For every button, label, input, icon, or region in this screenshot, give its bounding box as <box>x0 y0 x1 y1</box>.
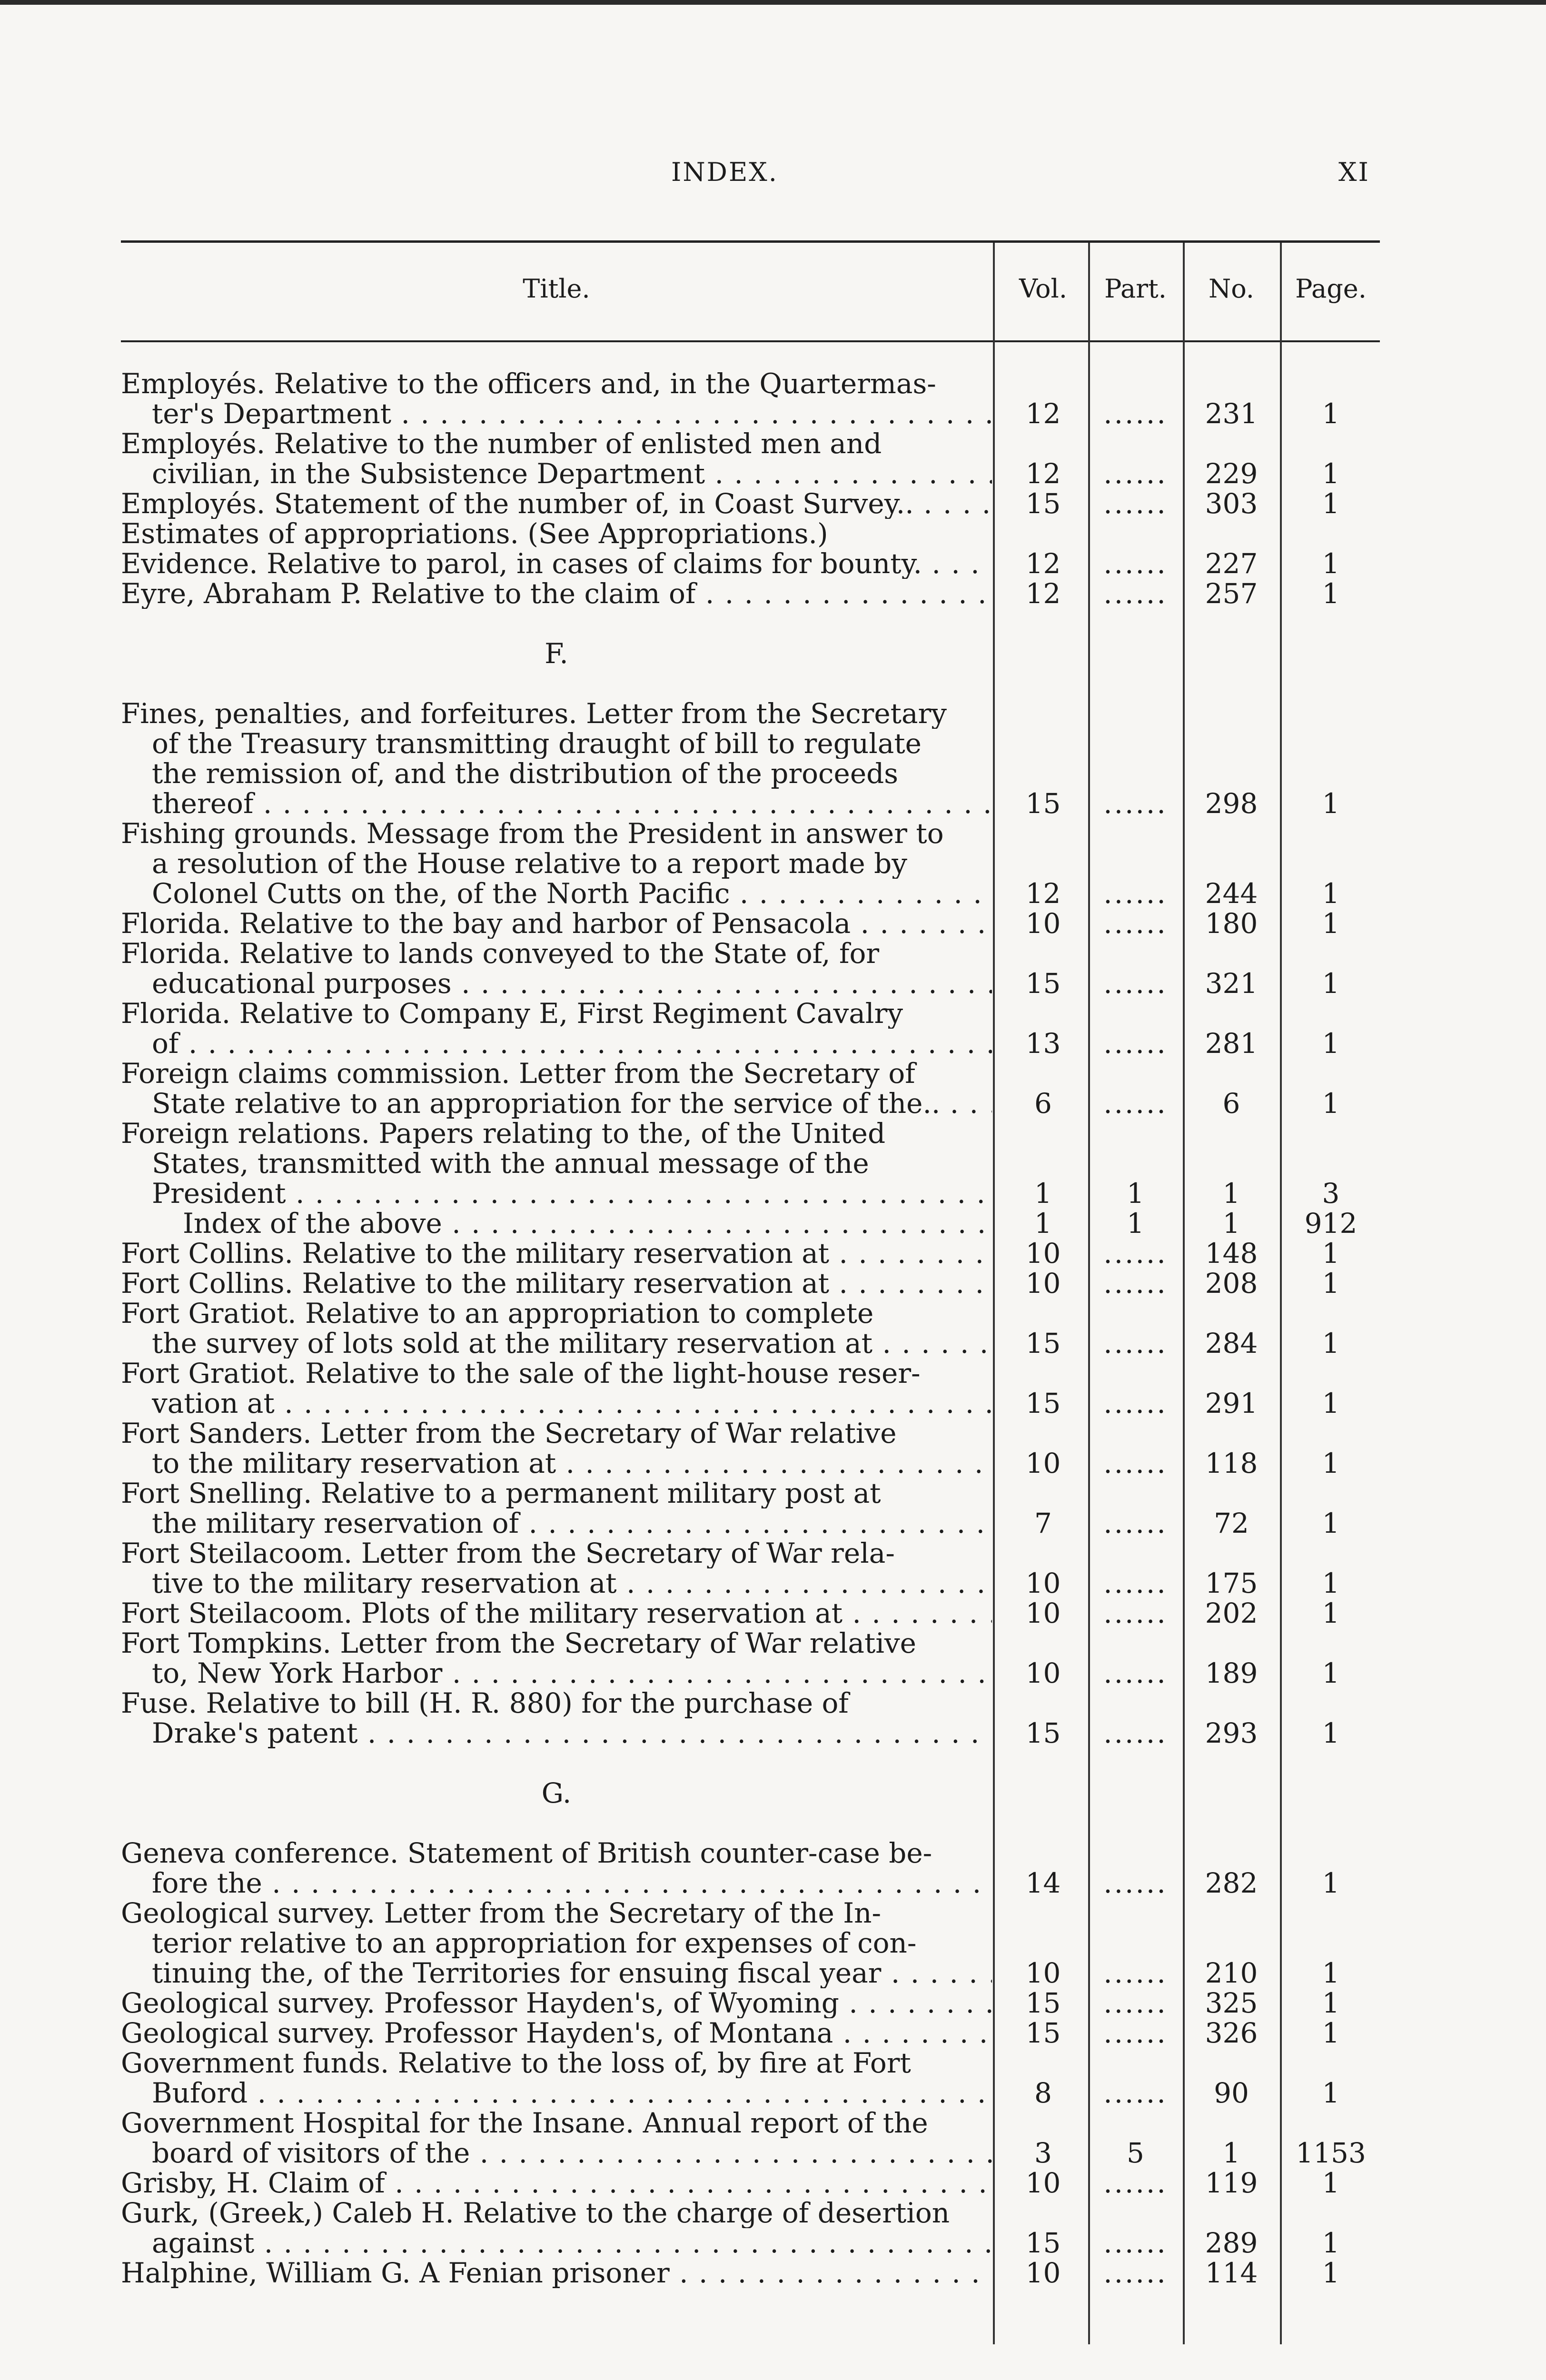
index-entry <box>121 2018 1380 2048</box>
page-cell: 1 <box>1322 1567 1340 1599</box>
entry-title-line: the survey of lots sold at the military reservation at . . . <box>152 1329 992 1359</box>
volume-cell: 1 <box>1034 1207 1052 1240</box>
volume-cell: 15 <box>1025 1987 1061 2019</box>
number-cell: 189 <box>1205 1657 1258 1689</box>
number-cell: 202 <box>1205 1597 1258 1629</box>
volume-cell: 15 <box>1025 2227 1061 2259</box>
spacer-row <box>121 609 1380 639</box>
volume-cell: 10 <box>1025 1237 1061 1269</box>
part-cell: ...... <box>1103 457 1168 490</box>
volume-cell: 10 <box>1025 1267 1061 1299</box>
volume-cell: 10 <box>1025 1957 1061 1989</box>
volume-cell: 15 <box>1025 787 1061 820</box>
part-cell: ...... <box>1103 1027 1168 1060</box>
page-cell: 1 <box>1322 1507 1340 1539</box>
entry-title-line: Fort Steilacoom. Plots of the military reservation at . . . <box>121 1598 992 1628</box>
page-cell: 1 <box>1322 1387 1340 1419</box>
part-cell: ...... <box>1103 877 1168 910</box>
entry-title-line: educational purposes . . . <box>152 969 992 999</box>
page-cell: 1 <box>1322 2017 1340 2049</box>
volume-cell: 6 <box>1034 1087 1052 1120</box>
volume-cell: 15 <box>1025 2017 1061 2049</box>
number-cell: 326 <box>1205 2017 1258 2049</box>
page-cell: 1 <box>1322 907 1340 940</box>
index-entry <box>121 1329 1380 1359</box>
index-entry <box>121 1958 1380 1988</box>
part-cell: ...... <box>1103 1447 1168 1479</box>
spacer-row <box>121 1748 1380 1778</box>
page-cell: 912 <box>1304 1207 1358 1240</box>
number-cell: 244 <box>1205 877 1258 910</box>
index-entry <box>121 1089 1380 1119</box>
part-cell: ...... <box>1103 1087 1168 1120</box>
part-cell: ...... <box>1103 1387 1168 1419</box>
entry-title-line: Buford . . . <box>152 2078 992 2108</box>
volume-cell: 10 <box>1025 1597 1061 1629</box>
index-entry-continuation <box>121 849 1380 879</box>
entry-title-line: Florida. Relative to lands conveyed to the State of, for <box>121 939 880 969</box>
entry-title-line: Estimates of appropriations. (See Appropriations.) <box>121 519 828 549</box>
section-heading-g <box>121 1778 1380 1808</box>
volume-cell: 15 <box>1025 1327 1061 1359</box>
index-entry-continuation <box>121 1628 1380 1658</box>
part-cell: ...... <box>1103 1867 1168 1899</box>
index-entry <box>121 2228 1380 2258</box>
page-cell: 1 <box>1322 547 1340 580</box>
volume-cell: 1 <box>1034 1177 1052 1210</box>
volume-cell: 12 <box>1025 577 1061 610</box>
part-cell: ...... <box>1103 2017 1168 2049</box>
number-cell: 291 <box>1205 1387 1258 1419</box>
page-cell: 1 <box>1322 397 1340 430</box>
entry-title-line: Fines, penalties, and forfeitures. Letter from the Secretary <box>121 699 947 729</box>
number-cell: 303 <box>1205 487 1258 520</box>
entry-title-line: tinuing the, of the Territories for ensuing fiscal year . . . <box>152 1958 992 1988</box>
section-heading-f <box>121 639 1380 669</box>
index-entry <box>121 879 1380 909</box>
entry-title-line: to the military reservation at . . . <box>152 1448 992 1478</box>
running-head-title: INDEX. <box>671 157 778 187</box>
part-cell: 1 <box>1127 1177 1144 1210</box>
entry-title-line: Employés. Statement of the number of, in Coast Survey.. . . . <box>121 489 992 519</box>
volume-cell: 13 <box>1025 1027 1061 1060</box>
index-entry <box>121 909 1380 939</box>
volume-cell: 14 <box>1025 1867 1061 1899</box>
index-entry <box>121 2258 1380 2288</box>
number-cell: 114 <box>1205 2257 1258 2289</box>
page-cell: 1153 <box>1296 2137 1366 2169</box>
volume-cell: 10 <box>1025 2257 1061 2289</box>
number-cell: 180 <box>1205 907 1258 940</box>
table-top-rule <box>121 240 1380 243</box>
number-cell: 210 <box>1205 1957 1258 1989</box>
index-entry <box>121 1508 1380 1538</box>
number-cell: 1 <box>1222 1177 1240 1210</box>
index-entry-continuation <box>121 1478 1380 1508</box>
part-cell: ...... <box>1103 1657 1168 1689</box>
entry-title-line: of . . . <box>152 1029 992 1059</box>
number-cell: 1 <box>1222 1207 1240 1240</box>
page-cell: 1 <box>1322 2077 1340 2109</box>
page-cell: 1 <box>1322 1867 1340 1899</box>
entry-title-line: Fort Collins. Relative to the military reservation at . . . <box>121 1239 992 1269</box>
number-cell: 229 <box>1205 457 1258 490</box>
number-cell: 282 <box>1205 1867 1258 1899</box>
volume-cell: 15 <box>1025 1717 1061 1749</box>
volume-cell: 8 <box>1034 2077 1052 2109</box>
entry-title-line: ter's Department . . . <box>152 399 992 429</box>
index-entry-continuation <box>121 429 1380 459</box>
index-entry <box>121 549 1380 579</box>
column-header-no: No. <box>1209 274 1254 304</box>
part-cell: ...... <box>1103 2077 1168 2109</box>
entry-title-line: the remission of, and the distribution of the proceeds <box>152 759 899 789</box>
page-cell: 1 <box>1322 2257 1340 2289</box>
page-cell: 1 <box>1322 457 1340 490</box>
part-cell: ...... <box>1103 397 1168 430</box>
number-cell: 281 <box>1205 1027 1258 1060</box>
index-entry-continuation <box>121 1688 1380 1718</box>
number-cell: 231 <box>1205 397 1258 430</box>
index-entry <box>121 1239 1380 1269</box>
index-entry <box>121 2168 1380 2198</box>
part-cell: ...... <box>1103 2257 1168 2289</box>
section-letter: F. <box>545 637 568 670</box>
entry-title-line: Colonel Cutts on the, of the North Pacific . . . <box>152 879 992 909</box>
part-cell: ...... <box>1103 1597 1168 1629</box>
entry-title-line: Fort Steilacoom. Letter from the Secretary of War rela- <box>121 1538 895 1568</box>
index-entry <box>121 1718 1380 1748</box>
number-cell: 321 <box>1205 967 1258 1000</box>
index-entry <box>121 1029 1380 1059</box>
entry-title-line: Grisby, H. Claim of . . . <box>121 2168 992 2198</box>
entry-title-line: Drake's patent . . . <box>152 1718 992 1748</box>
entry-title-line: terior relative to an appropriation for expenses of con- <box>152 1928 917 1958</box>
index-entry-continuation <box>121 1059 1380 1089</box>
index-entry <box>121 969 1380 999</box>
number-cell: 208 <box>1205 1267 1258 1299</box>
number-cell: 325 <box>1205 1987 1258 2019</box>
index-entry-continuation <box>121 729 1380 759</box>
entry-title-line: Eyre, Abraham P. Relative to the claim of . . . <box>121 579 992 609</box>
entry-title-line: Geological survey. Letter from the Secretary of the In- <box>121 1898 882 1928</box>
page-cell: 1 <box>1322 1597 1340 1629</box>
volume-cell: 12 <box>1025 877 1061 910</box>
number-cell: 6 <box>1222 1087 1240 1120</box>
entry-title-line: Fort Collins. Relative to the military reservation at . . . <box>121 1269 992 1299</box>
index-entry <box>121 1658 1380 1688</box>
part-cell: ...... <box>1103 487 1168 520</box>
number-cell: 298 <box>1205 787 1258 820</box>
entry-title-line: President . . . <box>152 1179 992 1209</box>
page-cell: 1 <box>1322 1327 1340 1359</box>
part-cell: ...... <box>1103 1267 1168 1299</box>
entry-title-line: Florida. Relative to Company E, First Regiment Cavalry <box>121 999 903 1029</box>
page-cell: 1 <box>1322 877 1340 910</box>
index-entry-continuation <box>121 1359 1380 1388</box>
entry-title-line: States, transmitted with the annual message of the <box>152 1149 869 1179</box>
volume-cell: 12 <box>1025 397 1061 430</box>
entry-title-line: against . . . <box>152 2228 992 2258</box>
entry-title-line: Fort Gratiot. Relative to an appropriation to complete <box>121 1299 874 1329</box>
column-header-title: Title. <box>523 274 590 304</box>
number-cell: 90 <box>1214 2077 1249 2109</box>
page-cell: 1 <box>1322 787 1340 820</box>
part-cell: ...... <box>1103 577 1168 610</box>
part-cell: 5 <box>1127 2137 1144 2169</box>
page-cell: 1 <box>1322 1087 1340 1120</box>
page-cell: 3 <box>1322 1177 1340 1210</box>
part-cell: ...... <box>1103 547 1168 580</box>
page-cell: 1 <box>1322 1987 1340 2019</box>
index-entry-continuation <box>121 999 1380 1029</box>
entry-title-line: a resolution of the House relative to a report made by <box>152 849 908 879</box>
column-header-vol: Vol. <box>1019 274 1067 304</box>
entry-title-line: Employés. Relative to the number of enlisted men and <box>121 429 882 459</box>
column-header-part: Part. <box>1104 274 1167 304</box>
page-cell: 1 <box>1322 1717 1340 1749</box>
index-entry <box>121 1598 1380 1628</box>
index-entry <box>121 1448 1380 1478</box>
index-entry-continuation <box>121 1418 1380 1448</box>
table-body <box>121 369 1380 2288</box>
top-border-rule <box>0 0 1546 5</box>
entry-title-line: Fishing grounds. Message from the President in answer to <box>121 819 944 849</box>
volume-cell: 12 <box>1025 547 1061 580</box>
index-entry-continuation <box>121 2198 1380 2228</box>
number-cell: 119 <box>1205 2167 1258 2199</box>
entry-title-line: Geological survey. Professor Hayden's, of Montana . . . <box>121 2018 992 2048</box>
page-cell: 1 <box>1322 2167 1340 2199</box>
column-header-page: Page. <box>1295 274 1367 304</box>
part-cell: ...... <box>1103 1987 1168 2019</box>
index-entry <box>121 789 1380 819</box>
entry-title-line: Index of the above . . . <box>183 1209 992 1239</box>
index-entry-continuation <box>121 1538 1380 1568</box>
index-entry <box>121 1209 1380 1239</box>
volume-cell: 3 <box>1034 2137 1052 2169</box>
spacer-row <box>121 1808 1380 1838</box>
index-entry <box>121 489 1380 519</box>
part-cell: ...... <box>1103 787 1168 820</box>
entry-title-line: Fort Sanders. Letter from the Secretary of War relative <box>121 1418 897 1448</box>
entry-title-line: Government funds. Relative to the loss of, by fire at Fort <box>121 2048 911 2078</box>
index-entry-continuation <box>121 759 1380 789</box>
entry-title-line: Halphine, William G. A Fenian prisoner . . . <box>121 2258 992 2288</box>
entry-title-line: Gurk, (Greek,) Caleb H. Relative to the charge of desertion <box>121 2198 950 2228</box>
number-cell: 148 <box>1205 1237 1258 1269</box>
entry-title-line: Fort Tompkins. Letter from the Secretary of War relative <box>121 1628 916 1658</box>
page-number: XI <box>1338 157 1370 187</box>
volume-cell: 10 <box>1025 2167 1061 2199</box>
number-cell: 118 <box>1205 1447 1258 1479</box>
entry-title-line: Foreign claims commission. Letter from the Secretary of <box>121 1059 915 1089</box>
entry-title-line: Evidence. Relative to parol, in cases of claims for bounty. . . . <box>121 549 992 579</box>
entry-title-line: civilian, in the Subsistence Department . . . <box>152 459 992 489</box>
part-cell: ...... <box>1103 907 1168 940</box>
index-entry-continuation <box>121 1838 1380 1868</box>
part-cell: ...... <box>1103 1567 1168 1599</box>
number-cell: 1 <box>1222 2137 1240 2169</box>
index-entry-continuation <box>121 1149 1380 1179</box>
number-cell: 289 <box>1205 2227 1258 2259</box>
index-entry-continuation <box>121 2108 1380 2138</box>
index-entry-continuation <box>121 699 1380 729</box>
page-cell: 1 <box>1322 967 1340 1000</box>
page-cell: 1 <box>1322 1237 1340 1269</box>
page-cell: 1 <box>1322 2227 1340 2259</box>
part-cell: ...... <box>1103 2167 1168 2199</box>
volume-cell: 10 <box>1025 1567 1061 1599</box>
section-letter: G. <box>541 1777 572 1809</box>
entry-title-line: Fuse. Relative to bill (H. R. 880) for the purchase of <box>121 1688 849 1718</box>
entry-title-line: tive to the military reservation at . . . <box>152 1568 992 1598</box>
index-entry-continuation <box>121 939 1380 969</box>
entry-title-line: to, New York Harbor . . . <box>152 1658 992 1688</box>
page-cell: 1 <box>1322 1657 1340 1689</box>
page-cell: 1 <box>1322 1957 1340 1989</box>
page-cell: 1 <box>1322 1447 1340 1479</box>
volume-cell: 10 <box>1025 907 1061 940</box>
part-cell: ...... <box>1103 967 1168 1000</box>
entry-title-line: Florida. Relative to the bay and harbor of Pensacola . . . <box>121 909 992 939</box>
entry-title-line: Employés. Relative to the officers and, in the Quartermas- <box>121 369 936 399</box>
volume-cell: 15 <box>1025 1387 1061 1419</box>
entry-title-line: thereof . . . <box>152 789 992 819</box>
index-entry-continuation <box>121 2048 1380 2078</box>
entry-title-line: Fort Snelling. Relative to a permanent military post at <box>121 1478 881 1508</box>
index-entry-continuation <box>121 369 1380 399</box>
index-entry <box>121 1388 1380 1418</box>
table-header-rule <box>121 340 1380 342</box>
index-entry-continuation <box>121 1898 1380 1928</box>
number-cell: 72 <box>1214 1507 1249 1539</box>
part-cell: ...... <box>1103 1957 1168 1989</box>
index-entry <box>121 1568 1380 1598</box>
part-cell: ...... <box>1103 1327 1168 1359</box>
number-cell: 227 <box>1205 547 1258 580</box>
index-entry-continuation <box>121 819 1380 849</box>
part-cell: ...... <box>1103 1717 1168 1749</box>
volume-cell: 10 <box>1025 1657 1061 1689</box>
entry-title-line: board of visitors of the . . . <box>152 2138 992 2168</box>
index-entry <box>121 459 1380 489</box>
index-entry <box>121 2078 1380 2108</box>
volume-cell: 10 <box>1025 1447 1061 1479</box>
page-cell: 1 <box>1322 577 1340 610</box>
number-cell: 293 <box>1205 1717 1258 1749</box>
entry-title-line: Government Hospital for the Insane. Annual report of the <box>121 2108 928 2138</box>
page-cell: 1 <box>1322 487 1340 520</box>
index-entry <box>121 399 1380 429</box>
index-entry-continuation <box>121 1119 1380 1149</box>
entry-title-line: the military reservation of . . . <box>152 1508 992 1538</box>
index-entry <box>121 1988 1380 2018</box>
index-entry <box>121 1269 1380 1299</box>
index-entry <box>121 579 1380 609</box>
number-cell: 175 <box>1205 1567 1258 1599</box>
part-cell: ...... <box>1103 2227 1168 2259</box>
page-cell: 1 <box>1322 1027 1340 1060</box>
index-entry <box>121 1179 1380 1209</box>
spacer-row <box>121 669 1380 699</box>
number-cell: 284 <box>1205 1327 1258 1359</box>
index-entry <box>121 1868 1380 1898</box>
entry-title-line: vation at . . . <box>152 1388 992 1418</box>
index-entry-continuation <box>121 1299 1380 1329</box>
part-cell: ...... <box>1103 1507 1168 1539</box>
entry-title-line: Geological survey. Professor Hayden's, of Wyoming . . . <box>121 1988 992 2018</box>
volume-cell: 15 <box>1025 967 1061 1000</box>
volume-cell: 7 <box>1034 1507 1052 1539</box>
volume-cell: 12 <box>1025 457 1061 490</box>
part-cell: 1 <box>1127 1207 1144 1240</box>
part-cell: ...... <box>1103 1237 1168 1269</box>
entry-title-line: Geneva conference. Statement of British counter-case be- <box>121 1838 932 1868</box>
index-entry <box>121 2138 1380 2168</box>
index-entry <box>121 519 1380 549</box>
page-cell: 1 <box>1322 1267 1340 1299</box>
volume-cell: 15 <box>1025 487 1061 520</box>
index-entry-continuation <box>121 1928 1380 1958</box>
entry-title-line: Fort Gratiot. Relative to the sale of the light-house reser- <box>121 1359 921 1388</box>
entry-title-line: State relative to an appropriation for the service of the.. . . . <box>152 1089 992 1119</box>
number-cell: 257 <box>1205 577 1258 610</box>
entry-title-line: fore the . . . <box>152 1868 992 1898</box>
entry-title-line: Foreign relations. Papers relating to the, of the United <box>121 1119 886 1149</box>
entry-title-line: of the Treasury transmitting draught of bill to regulate <box>152 729 922 759</box>
